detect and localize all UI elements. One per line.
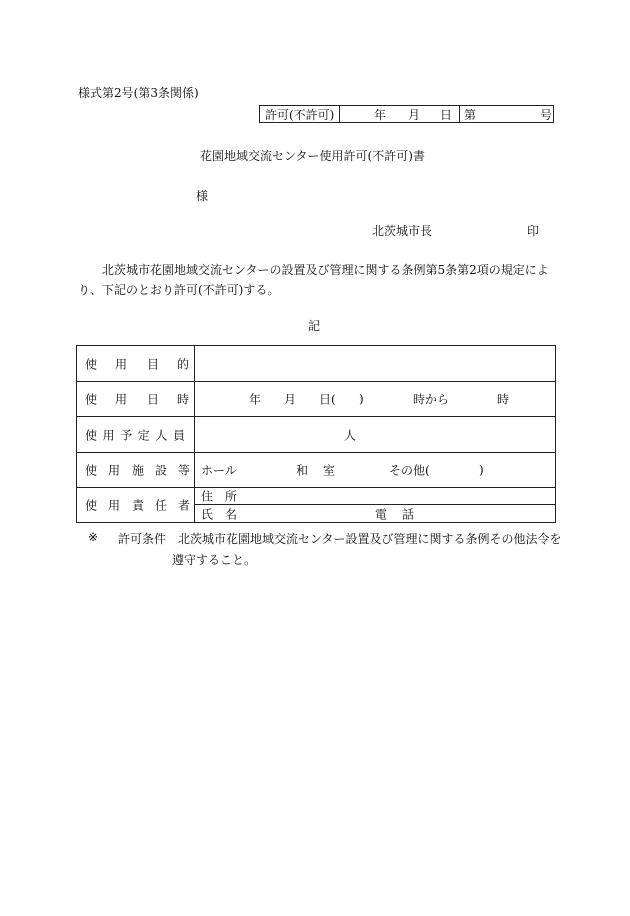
label-char: 用 bbox=[108, 498, 121, 513]
name-subrow bbox=[195, 505, 555, 522]
permit-year: 年 bbox=[374, 107, 387, 122]
permit-number-box bbox=[259, 105, 554, 123]
facility-hall: ホール bbox=[201, 463, 237, 478]
label-char: 的 bbox=[177, 357, 190, 371]
people-unit: 人 bbox=[344, 428, 357, 442]
dt-to: 時 bbox=[497, 392, 510, 407]
ki-heading: 記 bbox=[308, 319, 321, 333]
label-char: 時 bbox=[177, 392, 190, 407]
phone-label-1: 電 bbox=[375, 507, 388, 521]
facility-washitsu-2: 室 bbox=[323, 463, 336, 478]
issuer-name: 北茨城市長 bbox=[372, 224, 433, 238]
label-char: 使 bbox=[85, 498, 98, 513]
label-char: 施 bbox=[132, 463, 145, 478]
people-value bbox=[195, 417, 555, 452]
label-responsible bbox=[77, 488, 195, 522]
permit-date-cell bbox=[340, 106, 460, 122]
address-subrow bbox=[195, 488, 555, 504]
permit-number-cell bbox=[460, 106, 553, 122]
label-char: 使 bbox=[85, 463, 98, 478]
row-people bbox=[77, 417, 555, 453]
row-purpose bbox=[77, 346, 555, 382]
row-datetime bbox=[77, 382, 555, 417]
label-datetime bbox=[77, 382, 195, 416]
row-responsible bbox=[77, 488, 555, 522]
permit-status-label: 許可(不許可) bbox=[260, 106, 340, 122]
note-line-2: 遵守すること。 bbox=[172, 553, 257, 567]
facility-value bbox=[195, 453, 555, 487]
address-label-1: 住 bbox=[201, 489, 214, 504]
dt-from: 時から bbox=[413, 392, 450, 407]
facility-other-close: ) bbox=[479, 463, 484, 477]
phone-label-2: 話 bbox=[402, 507, 415, 521]
permit-month: 月 bbox=[408, 107, 421, 122]
note-line-1: 許可条件 北茨城市花園地域交流センター設置及び管理に関する条例その他法令を bbox=[118, 532, 562, 546]
permit-day: 日 bbox=[440, 107, 453, 122]
datetime-value bbox=[195, 382, 555, 416]
permit-details-table bbox=[76, 345, 556, 523]
permit-dai: 第 bbox=[464, 107, 477, 122]
dt-year: 年 bbox=[249, 392, 262, 407]
name-label-2: 名 bbox=[225, 507, 238, 521]
facility-other: その他( bbox=[389, 463, 430, 478]
permit-go: 号 bbox=[540, 107, 553, 122]
purpose-value bbox=[195, 346, 555, 381]
label-char: 用 bbox=[108, 463, 121, 478]
document-title: 花園地域交流センター使用許可(不許可)書 bbox=[200, 149, 425, 163]
label-people bbox=[77, 417, 195, 452]
form-number: 様式第2号(第3条関係) bbox=[78, 86, 199, 100]
label-char: 目 bbox=[147, 357, 160, 371]
dt-month: 月 bbox=[284, 392, 297, 407]
label-char: 者 bbox=[178, 498, 191, 513]
label-text: 使用予定人員 bbox=[85, 428, 191, 442]
note-mark: ※ bbox=[88, 530, 99, 544]
dt-day: 日( bbox=[319, 392, 336, 407]
dt-paren-close: ) bbox=[359, 392, 364, 406]
label-purpose bbox=[77, 346, 195, 381]
label-char: 責 bbox=[132, 498, 145, 513]
label-char: 任 bbox=[155, 498, 168, 513]
label-char: 等 bbox=[178, 463, 191, 478]
label-facility bbox=[77, 453, 195, 487]
facility-washitsu-1: 和 bbox=[296, 463, 309, 478]
label-char: 用 bbox=[115, 357, 128, 371]
label-char: 設 bbox=[155, 463, 168, 478]
address-label-2: 所 bbox=[225, 489, 238, 504]
seal-mark: 印 bbox=[527, 224, 540, 238]
body-paragraph: 北茨城市花園地域交流センターの設置及び管理に関する条例第5条第2項の規定により、下記のとおり許可(不許可)する。 bbox=[78, 263, 549, 297]
label-char: 日 bbox=[147, 392, 160, 407]
label-char: 用 bbox=[115, 392, 128, 407]
responsible-value bbox=[195, 488, 555, 522]
label-char: 使 bbox=[85, 357, 98, 371]
addressee-suffix: 様 bbox=[196, 189, 209, 203]
label-char: 使 bbox=[85, 392, 98, 407]
name-label-1: 氏 bbox=[201, 507, 214, 521]
row-facility bbox=[77, 453, 555, 488]
